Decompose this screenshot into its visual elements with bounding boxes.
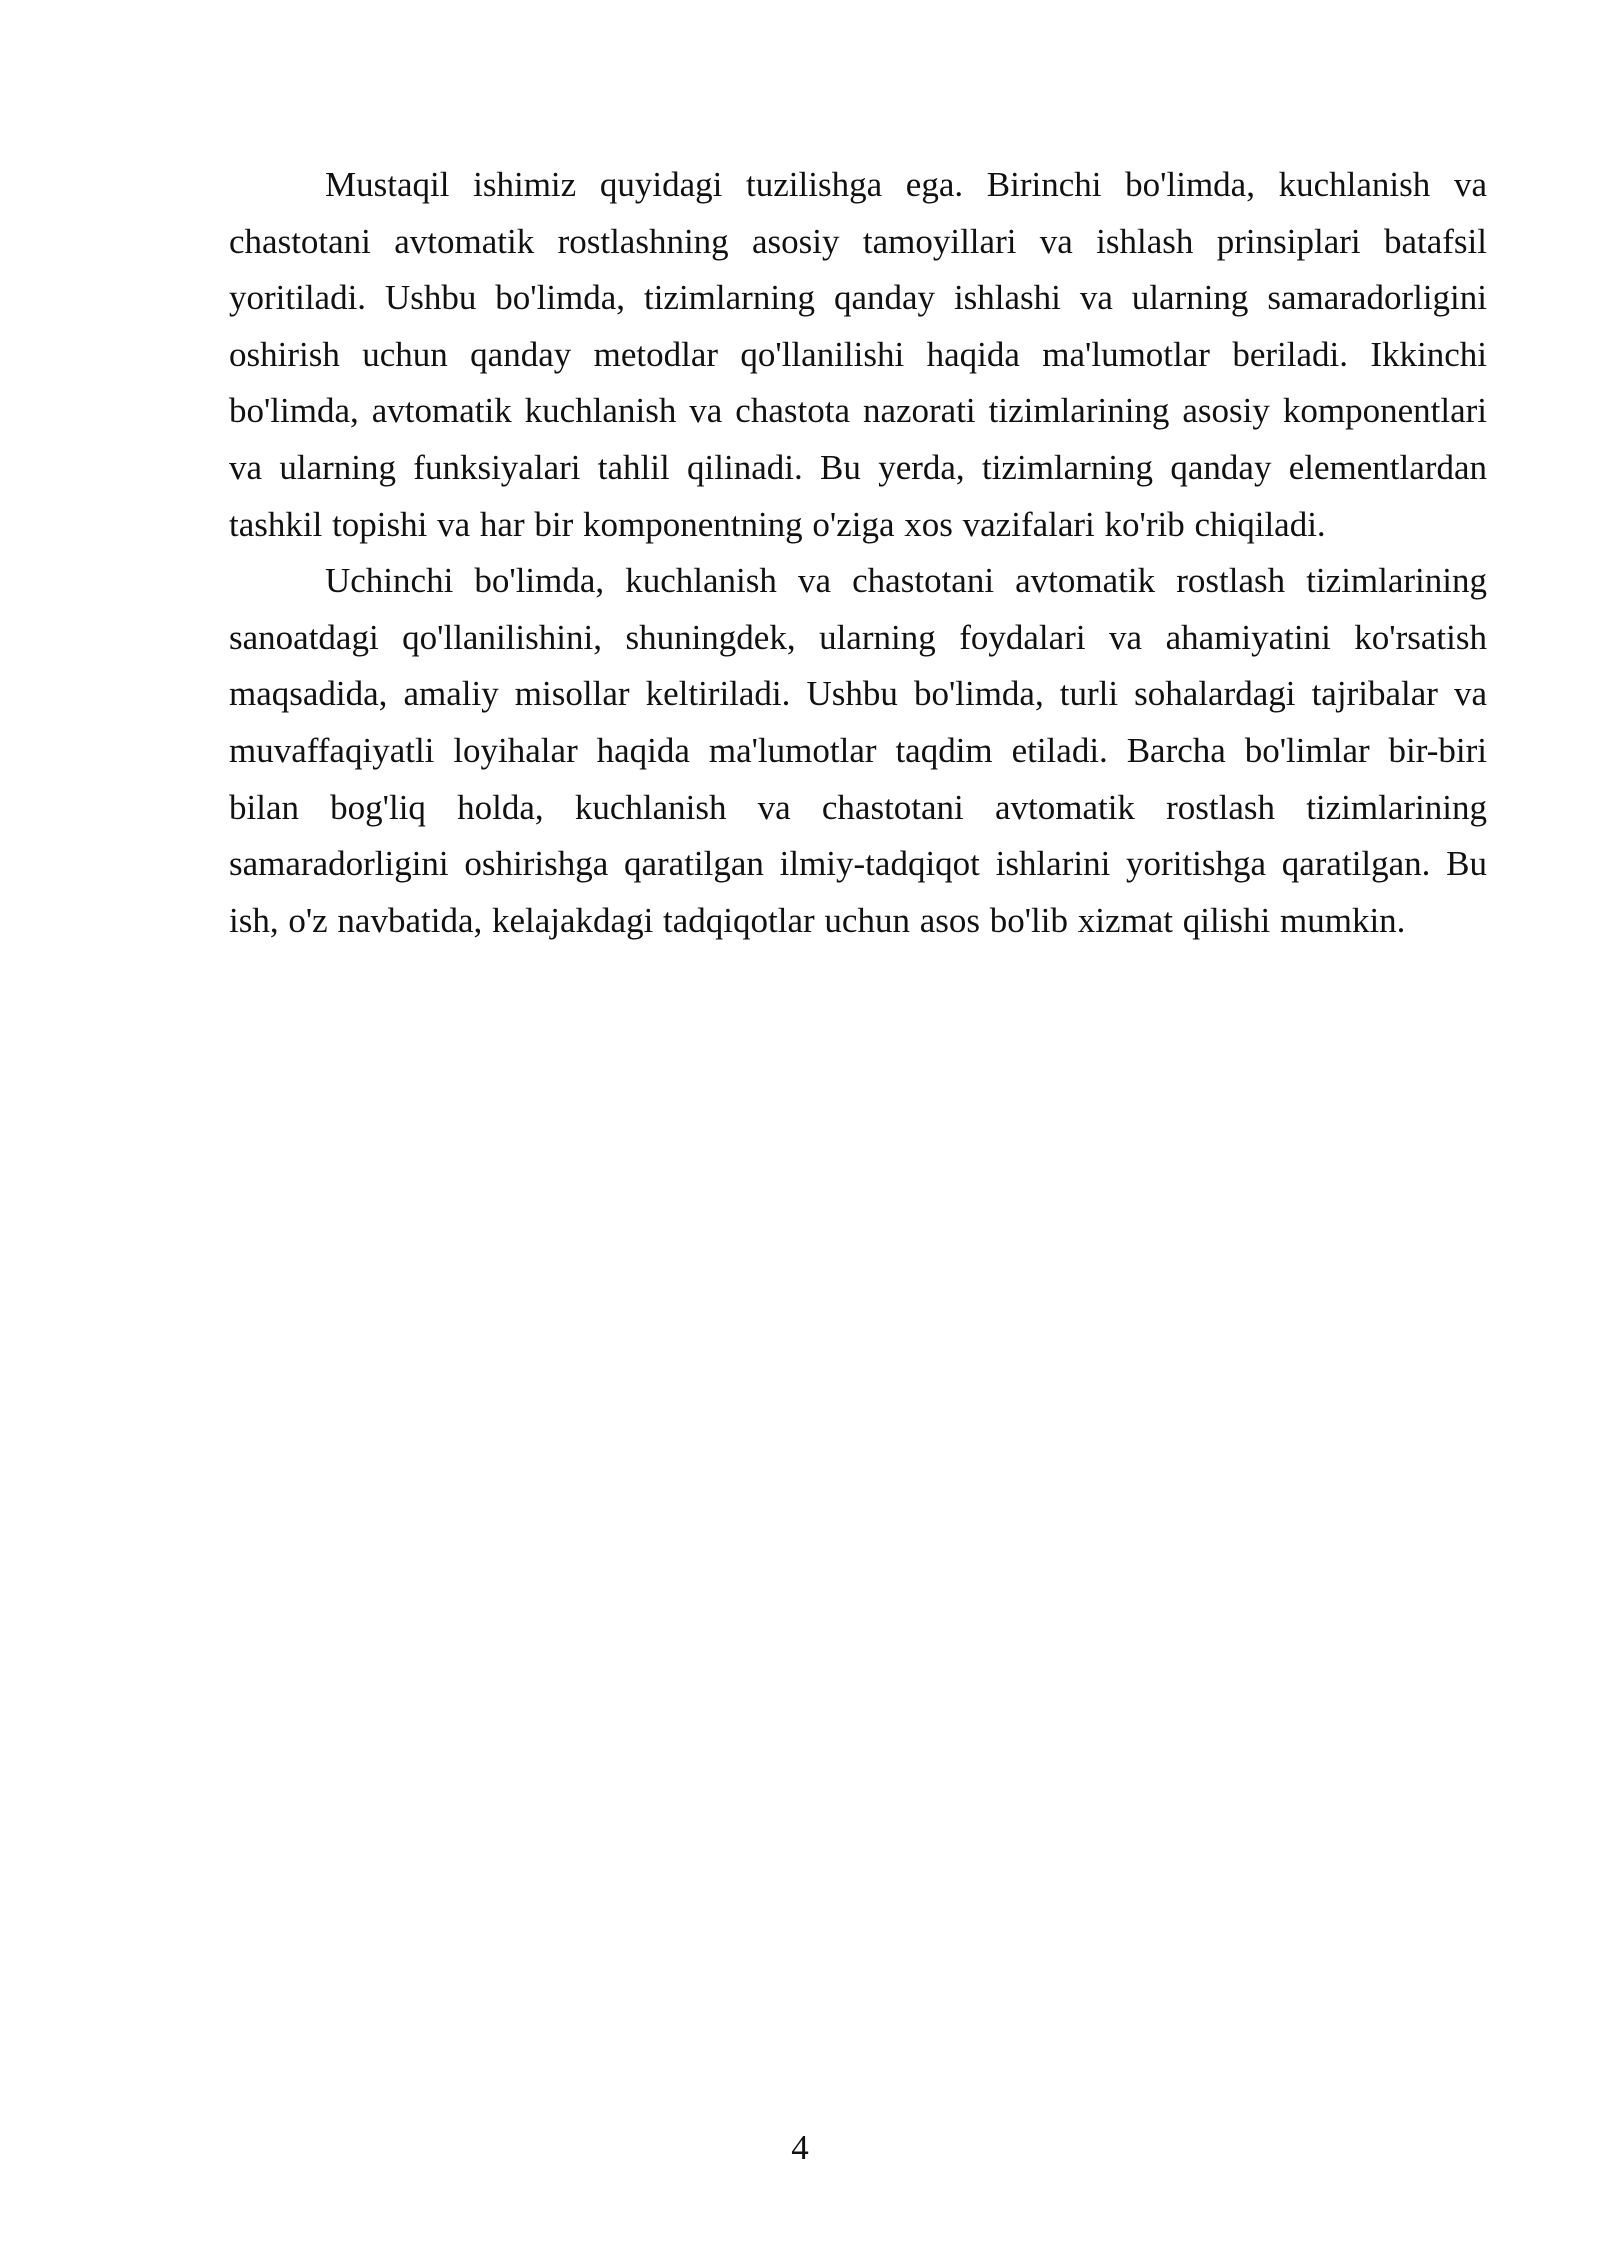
page-number: 4 bbox=[791, 2128, 809, 2167]
paragraph-2: Uchinchi bo'limda, kuchlanish va chastotani avtomatik rostlash tizimlarining sanoatdagi qo'llanilishini, shuningdek, ularning foydalari va ahamiyatini ko'rsatish maqsadida, amaliy misollar keltiriladi. Ushbu bo'limda, turli sohalardagi tajribalar va muvaffaqiyatli loyihalar haqida ma'lumotlar taqdim etiladi. Barcha bo'limlar bir-biri bilan bog'liq holda, kuchlanish va chastotani avtomatik rostlash tizimlarining samaradorligini oshirishga qaratilgan ilmiy-tadqiqot ishlarini yoritishga qaratilgan. Bu ish, o'z navbatida, kelajakdagi tadqiqotlar uchun asos bo'lib xizmat qilishi mumkin. bbox=[229, 561, 1487, 940]
paragraph-1: Mustaqil ishimiz quyidagi tuzilishga ega. Birinchi bo'limda, kuchlanish va chastotani avtomatik rostlashning asosiy tamoyillari va ishlash prinsiplari batafsil yoritiladi. Ushbu bo'limda, tizimlarning qanday ishlashi va ularning samaradorligini oshirish uchun qanday metodlar qo'llanilishi haqida ma'lumotlar beriladi. Ikkinchi bo'limda, avtomatik kuchlanish va chastota nazorati tizimlarining asosiy komponentlari va ularning funksiyalari tahlil qilinadi. Bu yerda, tizimlarning qanday elementlardan tashkil topishi va har bir komponentning o'ziga xos vazifalari ko'rib chiqiladi. bbox=[229, 165, 1487, 544]
body-text bbox=[229, 157, 1487, 949]
